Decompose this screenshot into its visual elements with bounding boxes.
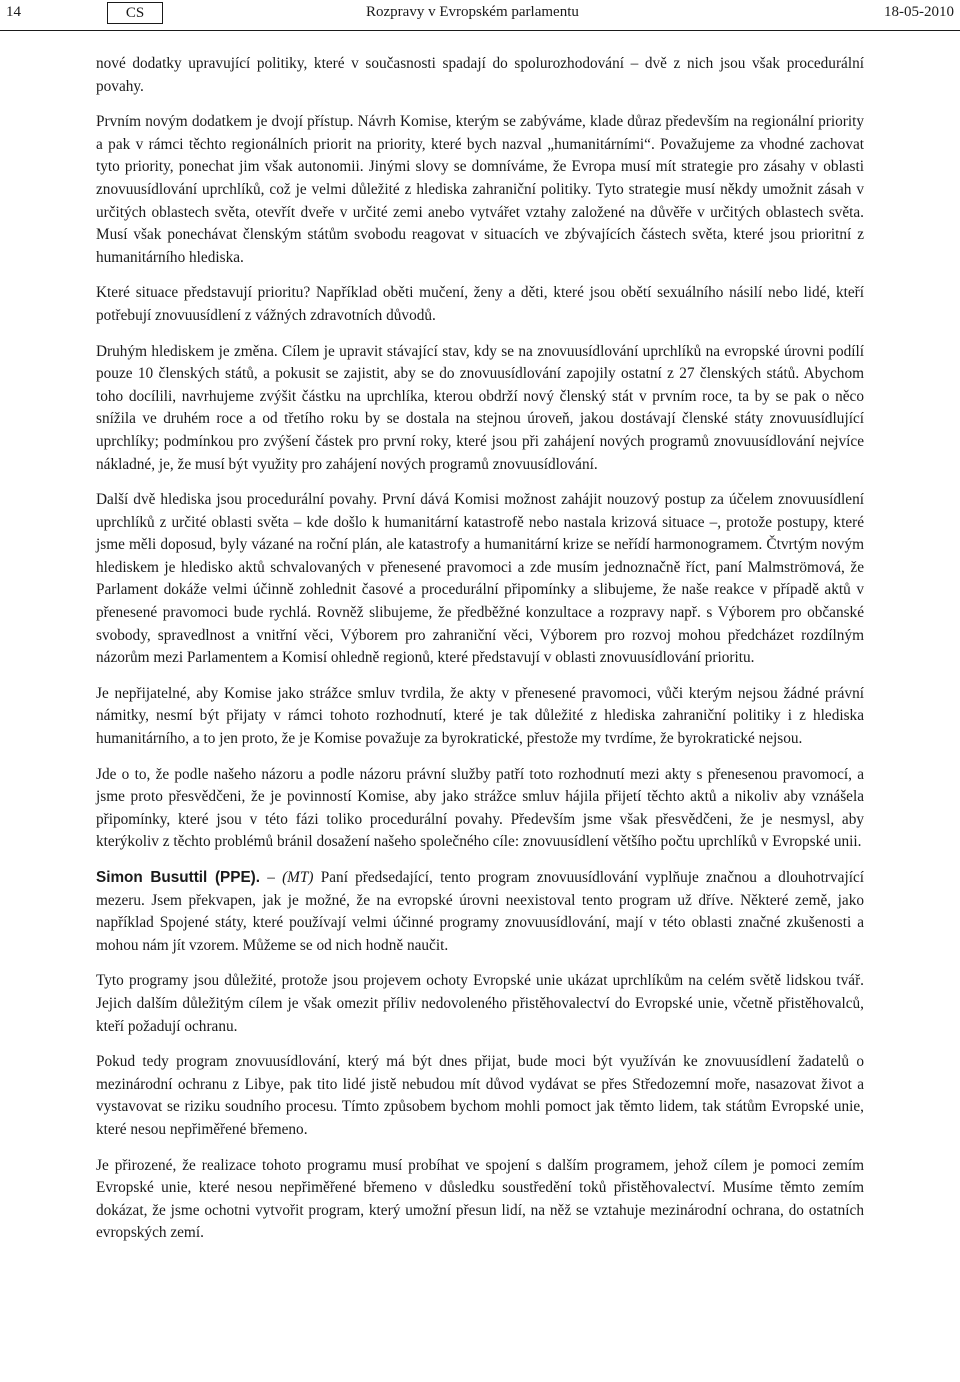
speech-text: Paní předsedající, tento program znovuusídlování vyplňuje značnou a dlouhotrvající mezeru. Jsem překvapen, jak je možné, že na evropské úrovni neexistoval tento program už dříve. Některé země, jako například Spojené státy, které používají velmi účinné programy znovuusídlování, mají v této oblasti značné zkušenosti a mohou nám jít vzorem. Můžeme se od nich hodně naučit. bbox=[96, 869, 864, 954]
paragraph: Prvním novým dodatkem je dvojí přístup. Návrh Komise, kterým se zabýváme, klade důraz především na regionální priority a pak v rámci těchto regionálních priorit na priority, které bych nazval „humanitárními“. Považujeme za vhodné zachovat tyto priority, ponechat jim však autonomii. Jinými slovy se domníváme, že Evropa musí mít strategie pro zásahy v oblasti znovuusídlování uprchlíků, což je velmi důležité z hlediska zahraniční politiky. Tyto strategie musí někdy umožnit zásah v určitých oblastech světa, otevřít dveře v určité zemi anebo vytvářet vztahy založené na důvěře v určitých oblastech světa. Musí však ponechávat členským státům svobodu reagovat v situacích ve zbývajících částech světa, které jsou prioritní z humanitárního hlediska. bbox=[96, 113, 864, 266]
paragraph: Je přirozené, že realizace tohoto programu musí probíhat ve spojení s dalším programem, jehož cílem je pomoci zemím Evropské unie, které nesou nepřiměřené břemeno v důsledku soustředění toků přistěhovalectví. Musíme těmto zemím dokázat, že jsme ochotni vytvořit program, který umožní přesun lidí, na něž se vztahuje mezinárodní ochrana, do ostatních evropských zemí. bbox=[96, 1156, 864, 1242]
paragraph: Další dvě hlediska jsou procedurální povahy. První dává Komisi možnost zahájit nouzový postup za účelem znovuusídlení uprchlíků z určité oblasti světa – kde došlo k humanitární katastrofě nebo nastala krizová situace –, protože postupy, které jsme měli doposud, byly vázané na roční plán, ale katastrofy a humanitární krize se neřídí harmonogramem. Čtvrtým novým hlediskem je hledisko aktů schvalovaných v přenesené pravomoci a zde musím jednoznačně říct, paní Malmströmová, že Parlament dokáže velmi účinně zohlednit časové a procedurální připomínky a slibujeme, že naše reakce v případě aktů v přenesené pravomoci bude rychlá. Rovněž slibujeme, že předběžné konzultace a rozpravy např. s Výborem pro občanské svobody, spravedlnost a vnitřní věci, Výborem pro zahraniční věci, Výborem pro rozvoj mohou předcházet rozdílným názorům mezi Parlamentem a Komisí ohledně regionů, které představují v oblasti znovuusídlování prioritu. bbox=[96, 491, 864, 667]
document-body bbox=[96, 53, 864, 1258]
paragraph: Pokud tedy program znovuusídlování, který má být dnes přijat, bude moci být využíván ke znovuusídlení žadatelů o mezinárodní ochranu z Libye, pak tito lidé jistě nebudou mít důvod vydávat se přes Středozemní moře, nasazovat život a vystavovat se riziku soudního procesu. Tímto způsobem bychom mohli pomoct jak těmto lidem, tak státům Evropské unie, které nesou nepřiměřené břemeno. bbox=[96, 1053, 864, 1138]
document-title: Rozpravy v Evropském parlamentu bbox=[366, 4, 579, 20]
page-number: 14 bbox=[6, 4, 21, 20]
paragraph: Tyto programy jsou důležité, protože jsou projevem ochoty Evropské unie ukázat uprchlíkům na celém světě lidskou tvář. Jejich dalším důležitým cílem je však omezit příliv nedovoleného přistěhovalectví do Evropské unie, včetně přistěhovalců, kteří požadují ochranu. bbox=[96, 972, 864, 1035]
page-header bbox=[0, 0, 960, 30]
paragraph: nové dodatky upravující politiky, které v současnosti spadají do spolurozhodování – dvě z nich jsou však procedurální povahy. bbox=[96, 55, 864, 95]
paragraph: Jde o to, že podle našeho názoru a podle názoru právní služby patří toto rozhodnutí mezi akty s přenesenou pravomocí, a jsme proto přesvědčeni, že je povinností Komise, aby jako strážce smluv hájila přijetí těchto aktů a nikoliv aby vznášela připomínky, které jsou v této fázi toliko procedurální povahy. Především jsme však přesvědčeni, že je nesmysl, aby kterýkoliv z těchto problémů bránil dosažení našeho společného cíle: znovuusídlení většího počtu uprchlíků v Evropské unii. bbox=[96, 765, 864, 851]
language-badge: CS bbox=[107, 2, 163, 24]
paragraph: Druhým hlediskem je změna. Cílem je upravit stávající stav, kdy se na znovuusídlování uprchlíků na evropské úrovni podílí pouze 10 členských států, a pokusit se zajistit, aby se do znovuusídlování zapojily ostatní z 27 členských států. Abychom toho docílili, navrhujeme zvýšit částku na uprchlíka, kterou obdrží nový členský stát v prvním roce, ta by se pak o něco snížila ve druhém roce a od třetího roku by se dostala na stejnou úroveň, jakou dostávají členské státy znovuusídlující uprchlíky; podmínkou pro zvýšení částek pro první roky, které jsou při zahájení nových programů znovuusídlování nejvíce nákladné, je, že musí být využity pro zahájení nových programů znovuusídlování. bbox=[96, 342, 864, 473]
paragraph: Je nepřijatelné, aby Komise jako strážce smluv tvrdila, že akty v přenesené pravomoci, vůči kterým nejsou žádné právní námitky, nesmí být přijaty v rámci tohoto rozhodnutí, které je tak důležité z hlediska zahraniční politiky i z hlediska humanitárního, a to jen proto, že je Komise považuje za byrokratické, přestože my tvrdíme, že byrokratické nejsou. bbox=[96, 684, 864, 748]
speech-dash: – bbox=[260, 869, 283, 886]
header-divider bbox=[0, 30, 960, 31]
speaker-name: Simon Busuttil (PPE). bbox=[96, 869, 260, 886]
paragraph: Které situace představují prioritu? Například oběti mučení, ženy a děti, které jsou obětí sexuálního násilí nebo lidé, kteří potřebují znovuusídlení z vážných zdravotních důvodů. bbox=[96, 284, 864, 324]
document-date: 18-05-2010 bbox=[884, 4, 954, 20]
speech-opening bbox=[96, 867, 864, 957]
speech-language: (MT) bbox=[282, 869, 314, 886]
